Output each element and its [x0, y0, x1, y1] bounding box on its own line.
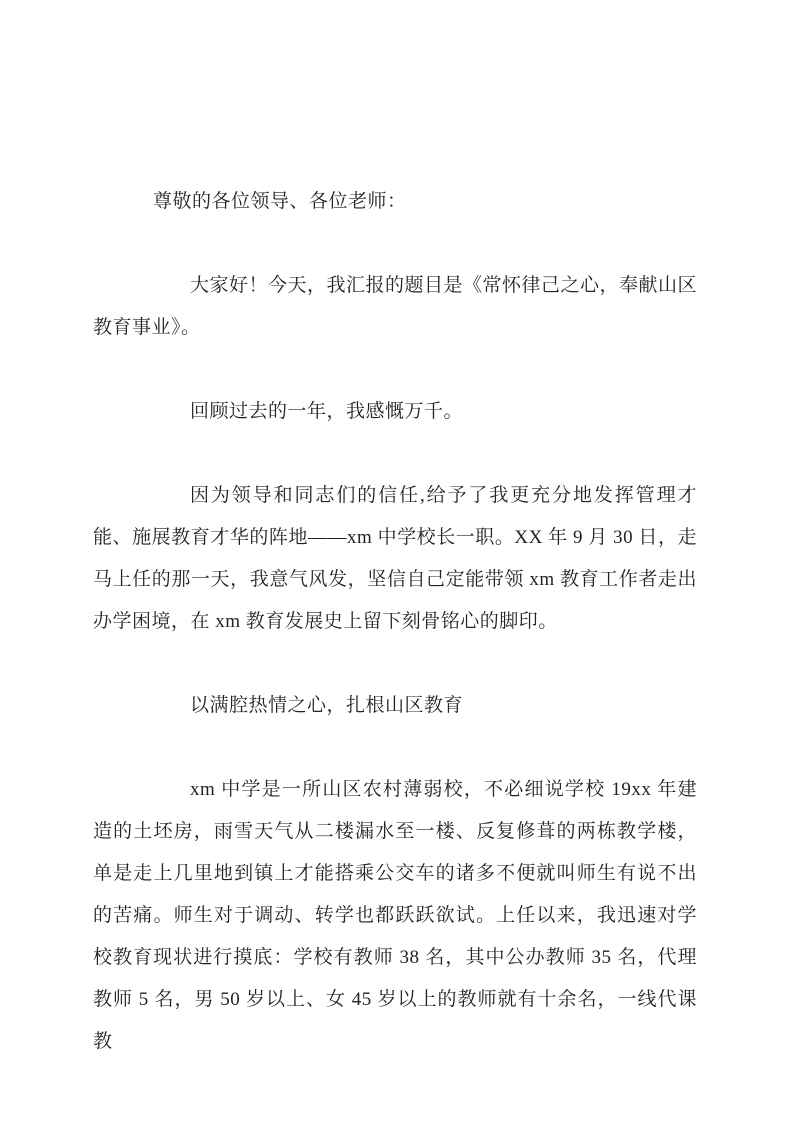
paragraph-section-heading: 以满腔热情之心，扎根山区教育 [190, 695, 464, 716]
paragraph-salutation: 尊敬的各位领导、各位老师： [153, 191, 407, 212]
document-body [93, 181, 697, 1063]
paragraph-appointment: 因为领导和同志们的信任,给予了我更充分地发挥管理才能、施展教育才华的阵地——xm 中学校长一职。XX 年 9 月 30 日，走马上任的那一天，我意气风发，坚信自己定能带领 xm 教育工作者走出办学困境，在 xm 教育发展史上留下刻骨铭心的脚印。 [93, 485, 697, 632]
paragraph-review: 回顾过去的一年，我感慨万千。 [190, 401, 464, 422]
paragraph-school-situation: xm 中学是一所山区农村薄弱校，不必细说学校 19xx 年建造的土坯房，雨雪天气从二楼漏水至一楼、反复修葺的两栋教学楼，单是走上几里地到镇上才能搭乘公交车的诸多不便就叫师生有说不出的苦痛。师生对于调动、转学也都跃跃欲试。上任以来，我迅速对学校教育现状进行摸底：学校有教师 38 名，其中公办教师 35 名，代理教师 5 名，男 50 岁以上、女 45 岁以上的教师就有十余名，一线代课教 [93, 779, 697, 1052]
paragraph-greeting-title: 大家好！今天，我汇报的题目是《常怀律己之心，奉献山区教育事业》。 [93, 275, 698, 338]
